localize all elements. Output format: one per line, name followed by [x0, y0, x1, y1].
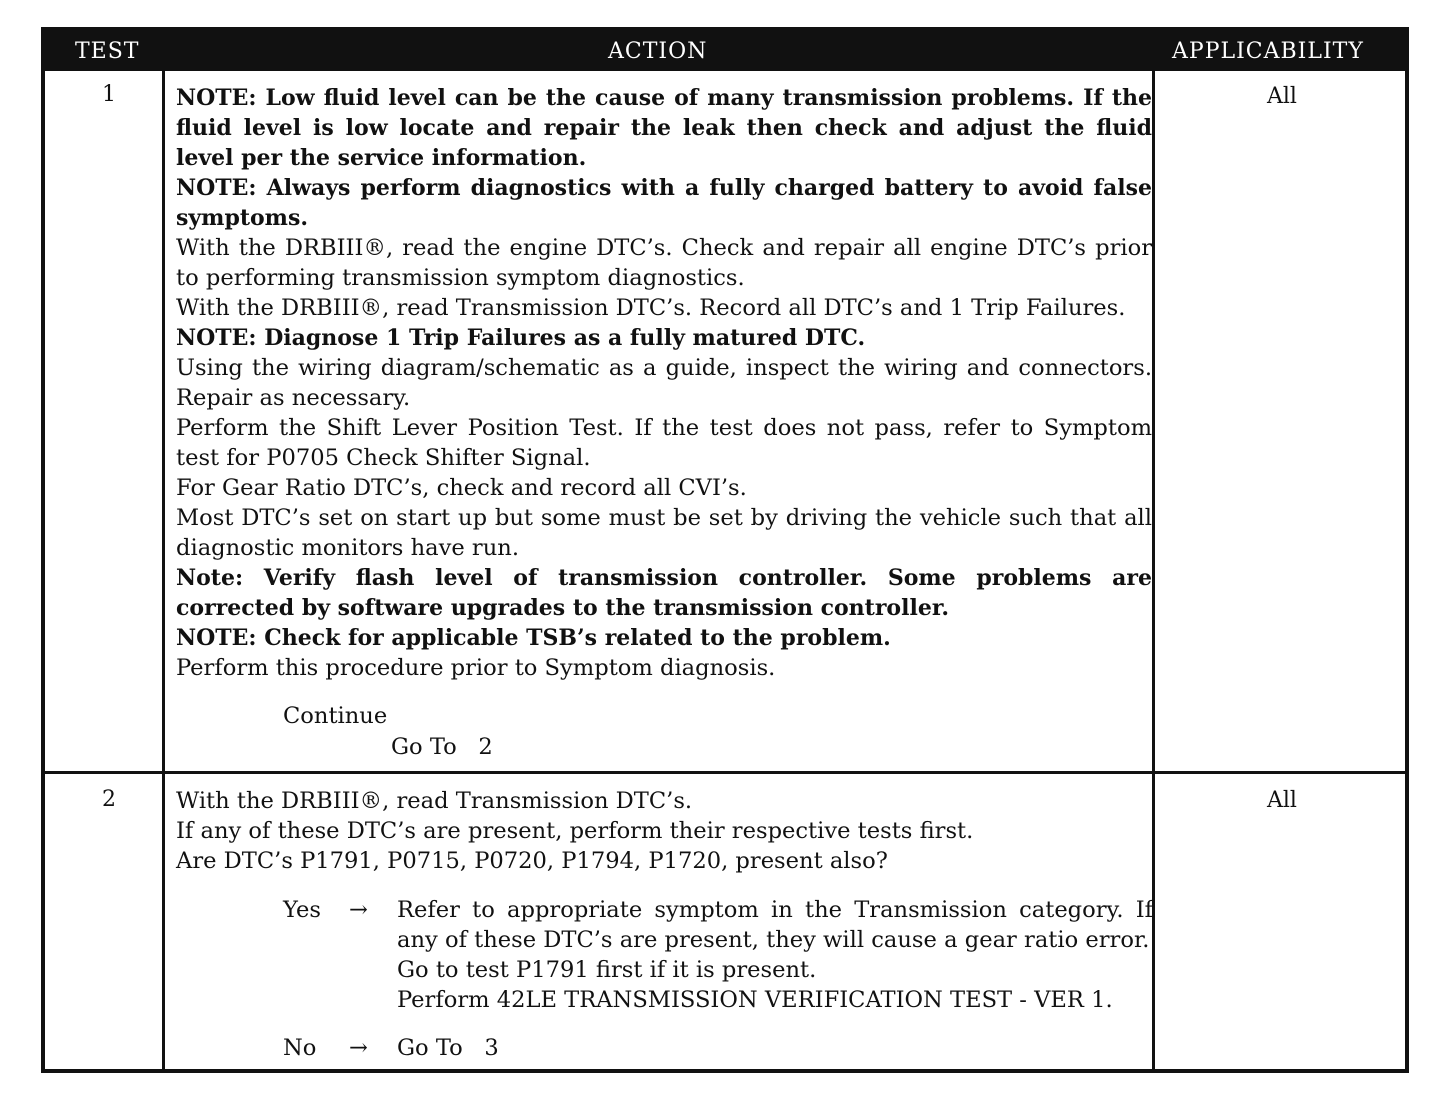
- note-line: NOTE: Check for applicable TSB’s related to the problem.: [176, 625, 891, 651]
- row-divider: [45, 771, 1405, 774]
- text-line: Using the wiring diagram/schematic as a guide, inspect the wiring and connectors. Repair as necessary.: [176, 355, 1152, 411]
- action-text: [176, 786, 1152, 876]
- continue-label: Continue: [283, 703, 388, 729]
- text-line: Perform the Shift Lever Position Test. If the test does not pass, refer to Symptom test for P0705 Check Shifter Signal.: [176, 415, 1152, 471]
- goto-target: 3: [484, 1035, 499, 1061]
- goto-label: Go To: [397, 1035, 463, 1061]
- note-line: NOTE: Low fluid level can be the cause of many transmission problems. If the fluid level is low locate and repair the leak then check and adjust the fluid level per the service information.: [176, 85, 1152, 171]
- goto-label: Go To: [391, 734, 457, 760]
- goto-link[interactable]: [391, 734, 493, 760]
- text-line: Most DTC’s set on start up but some must be set by driving the vehicle such that all diagnostic monitors have run.: [176, 505, 1152, 561]
- goto-target: 2: [478, 734, 493, 760]
- table-header: [45, 31, 1405, 71]
- text-line: Perform 42LE TRANSMISSION VERIFICATION TEST - VER 1.: [397, 987, 1113, 1013]
- note-line: NOTE: Always perform diagnostics with a fully charged battery to avoid false symptoms.: [176, 175, 1152, 231]
- text-line: Go to test P1791 first if it is present.: [397, 957, 817, 983]
- applicability-value: All: [1267, 84, 1297, 109]
- header-test: TEST: [75, 39, 140, 64]
- text-line: With the DRBIII®, read Transmission DTC’s. Record all DTC’s and 1 Trip Failures.: [176, 295, 1126, 321]
- note-line: Note: Verify flash level of transmission controller. Some problems are corrected by software upgrades to the transmission controller.: [176, 565, 1152, 621]
- column-divider: [162, 71, 165, 1069]
- yes-label: Yes: [283, 897, 321, 923]
- test-number: 1: [102, 82, 116, 107]
- text-line: Perform this procedure prior to Symptom diagnosis.: [176, 655, 776, 681]
- text-line: With the DRBIII®, read the engine DTC’s. Check and repair all engine DTC’s prior to performing transmission symptom diagnostics.: [176, 235, 1152, 291]
- text-line: Are DTC’s P1791, P0715, P0720, P1794, P1720, present also?: [176, 848, 888, 874]
- text-line: Refer to appropriate symptom in the Transmission category. If any of these DTC’s are present, they will cause a gear ratio error.: [397, 897, 1153, 953]
- arrow-right-icon: →: [349, 1035, 368, 1061]
- text-line: With the DRBIII®, read Transmission DTC’s.: [176, 788, 693, 814]
- yes-option: [283, 895, 1153, 1015]
- text-line: If any of these DTC’s are present, perform their respective tests first.: [176, 818, 974, 844]
- arrow-right-icon: →: [349, 897, 368, 923]
- text-line: For Gear Ratio DTC’s, check and record all CVI’s.: [176, 475, 747, 501]
- no-label: No: [283, 1035, 317, 1061]
- header-applicability: APPLICABILITY: [1172, 39, 1364, 64]
- note-line: NOTE: Diagnose 1 Trip Failures as a fully matured DTC.: [176, 325, 866, 351]
- applicability-value: All: [1267, 788, 1297, 813]
- header-action: ACTION: [608, 39, 708, 64]
- action-text: [176, 83, 1152, 683]
- test-number: 2: [102, 787, 116, 812]
- diagnostic-table: [41, 27, 1409, 1073]
- no-option: [283, 1033, 1153, 1063]
- yes-text: [397, 895, 1153, 1015]
- goto-link[interactable]: [397, 1033, 1153, 1063]
